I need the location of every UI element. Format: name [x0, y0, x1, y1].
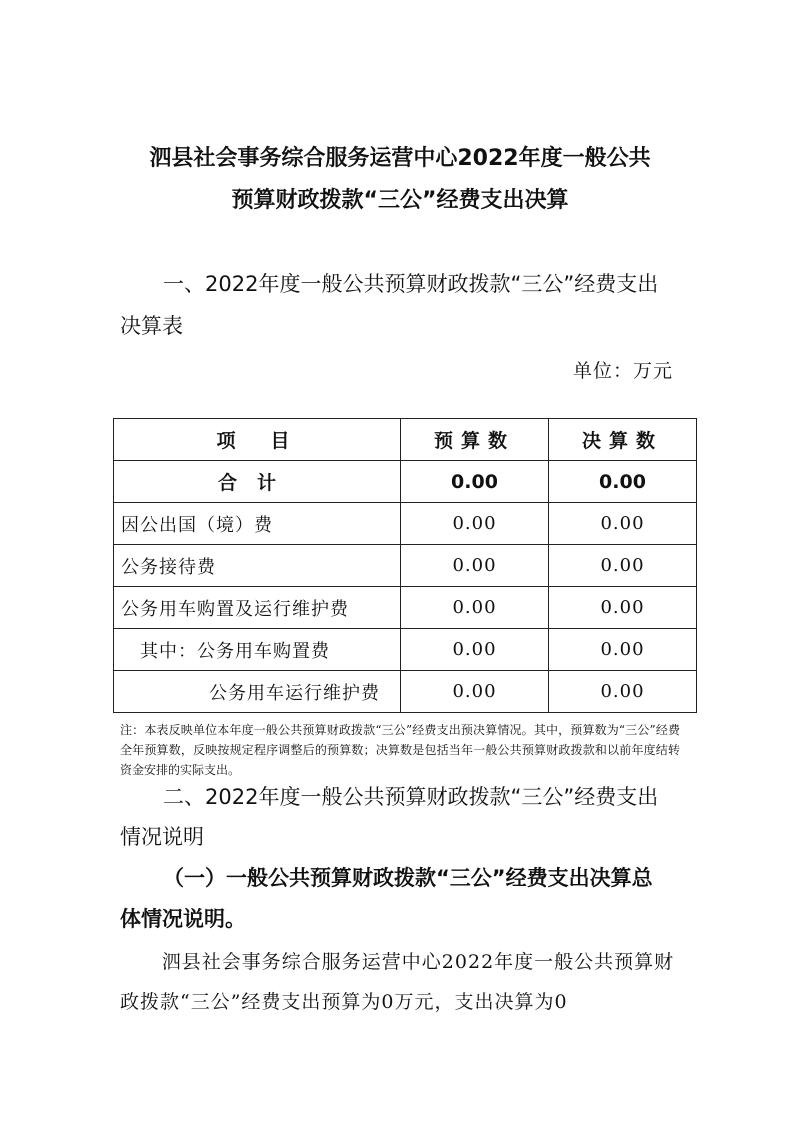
row-label: 公务用车运行维护费 [114, 671, 401, 713]
table-row [114, 587, 697, 629]
header-item: 项 目 [114, 419, 401, 461]
table-total-row [114, 461, 697, 503]
section-2-heading: 二、2022年度一般公共预算财政拨款“三公”经费支出 [163, 785, 659, 809]
table-note: 注：本表反映单位本年度一般公共预算财政拨款“三公”经费支出预决算情况。其中，预算数为“三公”经费全年预算数，反映按规定程序调整后的预算数；决算数是包括当年一般公共预算财政拨款和以前年度结转资金安排的实际支出。 [120, 723, 680, 777]
row-label: 其中：公务用车购置费 [114, 629, 401, 671]
total-budget: 0.00 [401, 461, 549, 503]
row-final: 0.00 [549, 587, 697, 629]
row-label: 因公出国（境）费 [114, 503, 401, 545]
three-public-expense-table [113, 418, 697, 713]
row-final: 0.00 [549, 671, 697, 713]
table-header-row [114, 419, 697, 461]
row-budget: 0.00 [401, 503, 549, 545]
header-budget: 预算数 [401, 419, 549, 461]
body-paragraph: 泗县社会事务综合服务运营中心2022年度一般公共预算财政拨款“三公”经费支出预算为0万元，支出决算为0 [120, 951, 675, 1013]
row-budget: 0.00 [401, 545, 549, 587]
table-row [114, 545, 697, 587]
document-title-line-2: 预算财政拨款“三公”经费支出决算 [231, 188, 569, 213]
section-1-heading: 一、2022年度一般公共预算财政拨款“三公”经费支出 [163, 272, 659, 296]
document-title-line-1: 泗县社会事务综合服务运营中心2022年度一般公共 [149, 146, 651, 171]
row-label: 公务接待费 [114, 545, 401, 587]
row-budget: 0.00 [401, 671, 549, 713]
table-row [114, 671, 697, 713]
table-row [114, 503, 697, 545]
total-final: 0.00 [549, 461, 697, 503]
row-label: 公务用车购置及运行维护费 [114, 587, 401, 629]
subsection-heading-cont: 体情况说明。 [120, 907, 246, 931]
section-2-heading-cont: 情况说明 [120, 825, 204, 849]
row-final: 0.00 [549, 629, 697, 671]
subsection-heading: （一）一般公共预算财政拨款“三公”经费支出决算总 [163, 866, 653, 890]
row-final: 0.00 [549, 503, 697, 545]
table-row [114, 629, 697, 671]
unit-label: 单位：万元 [572, 360, 673, 382]
section-1-heading-cont: 决算表 [120, 314, 183, 338]
header-final: 决算数 [549, 419, 697, 461]
row-budget: 0.00 [401, 629, 549, 671]
total-label: 合计 [114, 461, 401, 503]
row-final: 0.00 [549, 545, 697, 587]
row-budget: 0.00 [401, 587, 549, 629]
